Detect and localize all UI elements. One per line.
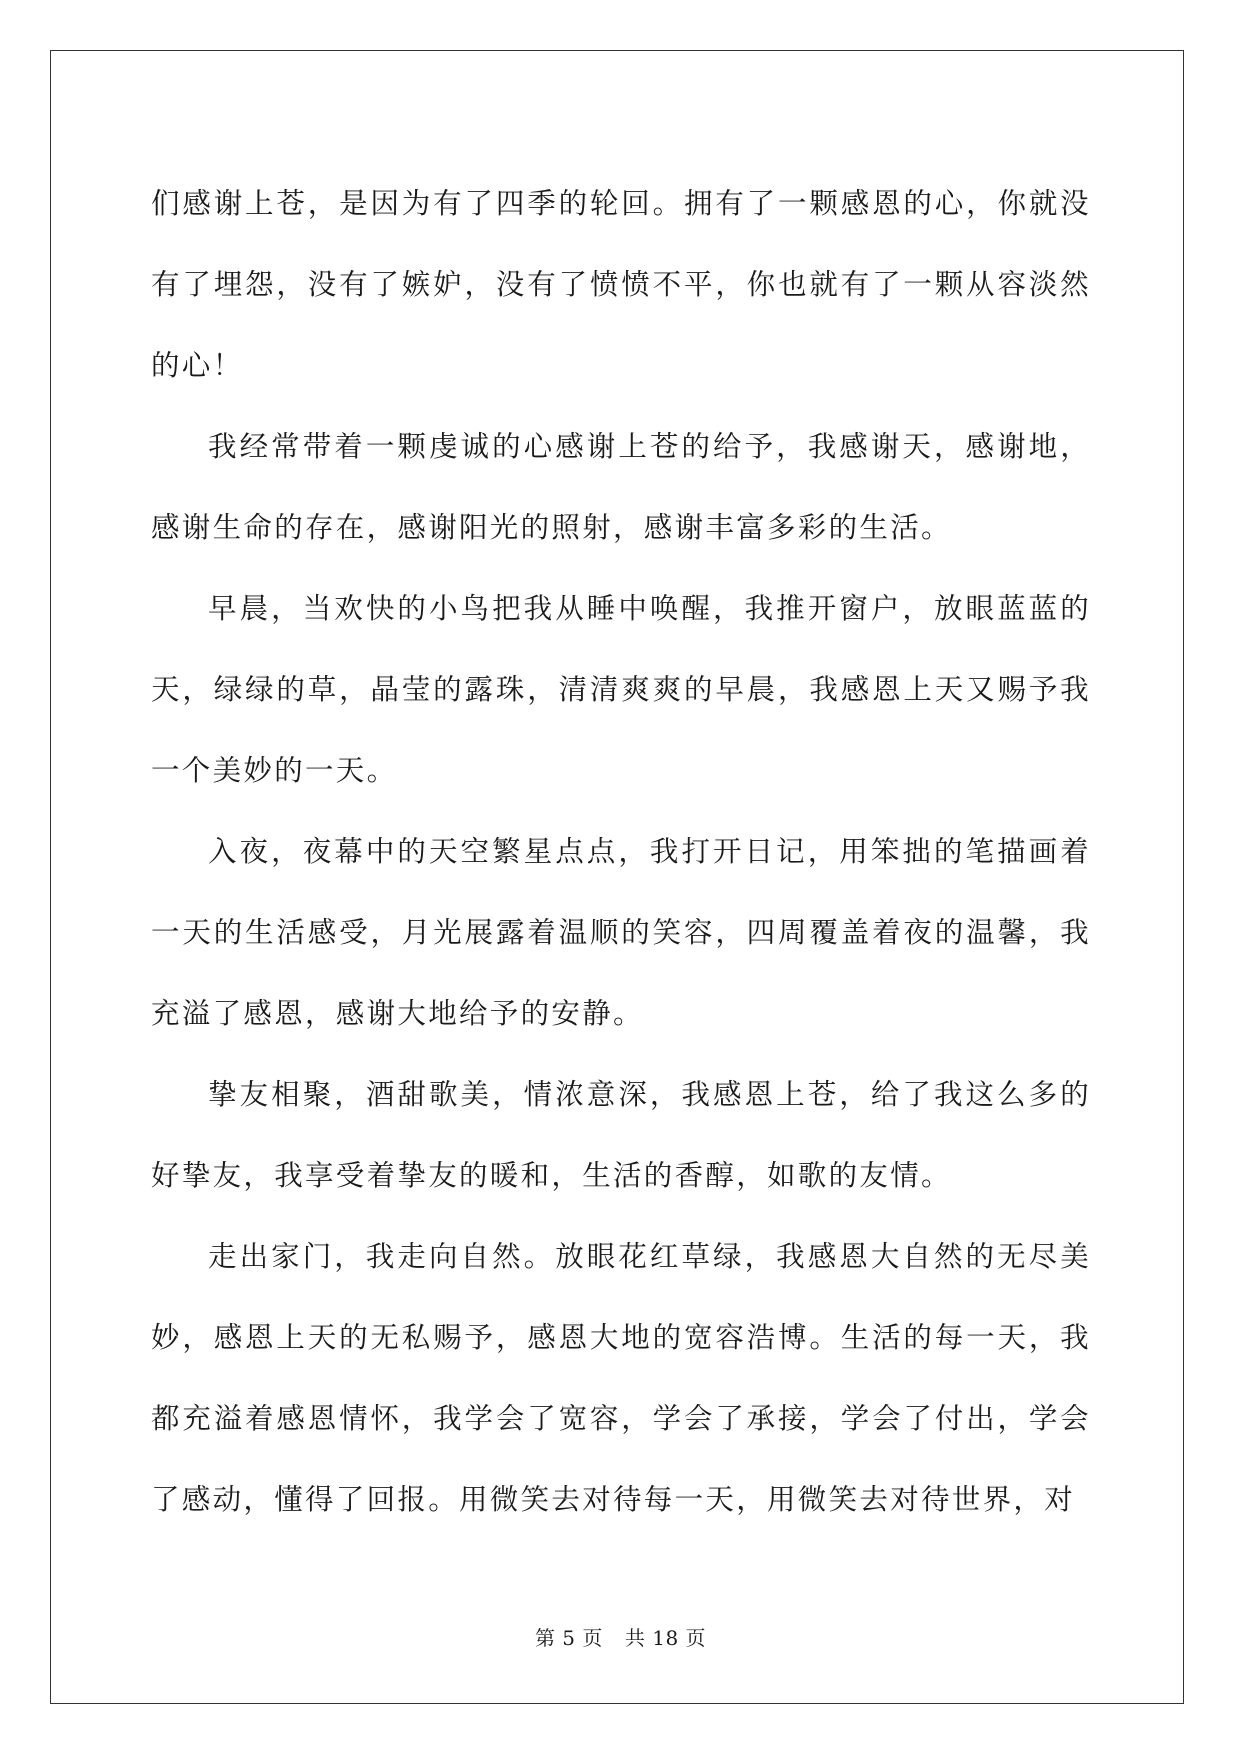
text-line: 一个美妙的一天。 <box>151 754 398 787</box>
paragraph-1 <box>151 163 1091 406</box>
paragraph-3 <box>151 568 1091 811</box>
text-line: 走出家门，我走向自然。放眼花红草绿，我感恩大自然的无尽美 <box>208 1240 1091 1273</box>
text-line: 的心！ <box>151 349 244 382</box>
text-line: 入夜，夜幕中的天空繁星点点，我打开日记，用笨拙的笔描画着 <box>208 835 1091 868</box>
page-number: 第 5 页 <box>534 1626 603 1650</box>
text-line: 天，绿绿的草，晶莹的露珠，清清爽爽的早晨，我感恩上天又赐予我 <box>151 673 1091 706</box>
paragraph-6 <box>151 1216 1091 1540</box>
paragraph-2 <box>151 406 1091 568</box>
text-line: 挚友相聚，酒甜歌美，情浓意深，我感恩上苍，给了我这么多的 <box>208 1078 1091 1111</box>
text-line: 感谢生命的存在，感谢阳光的照射，感谢丰富多彩的生活。 <box>151 511 952 544</box>
text-line: 充溢了感恩，感谢大地给予的安静。 <box>151 997 644 1030</box>
text-line: 有了埋怨，没有了嫉妒，没有了愤愤不平，你也就有了一颗从容淡然 <box>151 268 1091 301</box>
text-line: 好挚友，我享受着挚友的暖和，生活的香醇，如歌的友情。 <box>151 1159 952 1192</box>
paragraph-5 <box>151 1054 1091 1216</box>
page-total: 共 18 页 <box>624 1626 707 1650</box>
page-footer <box>0 1622 1241 1651</box>
paragraph-4 <box>151 811 1091 1054</box>
text-line: 妙，感恩上天的无私赐予，感恩大地的宽容浩博。生活的每一天，我 <box>151 1321 1091 1354</box>
text-line: 都充溢着感恩情怀，我学会了宽容，学会了承接，学会了付出，学会 <box>151 1402 1091 1435</box>
text-line: 们感谢上苍，是因为有了四季的轮回。拥有了一颗感恩的心，你就没 <box>151 187 1091 220</box>
text-line: 我经常带着一颗虔诚的心感谢上苍的给予，我感谢天，感谢地， <box>208 430 1091 463</box>
text-line: 早晨，当欢快的小鸟把我从睡中唤醒，我推开窗户，放眼蓝蓝的 <box>208 592 1091 625</box>
text-line: 了感动，懂得了回报。用微笑去对待每一天，用微笑去对待世界，对 <box>151 1483 1076 1516</box>
document-body <box>151 163 1091 1540</box>
text-line: 一天的生活感受，月光展露着温顺的笑容，四周覆盖着夜的温馨，我 <box>151 916 1091 949</box>
